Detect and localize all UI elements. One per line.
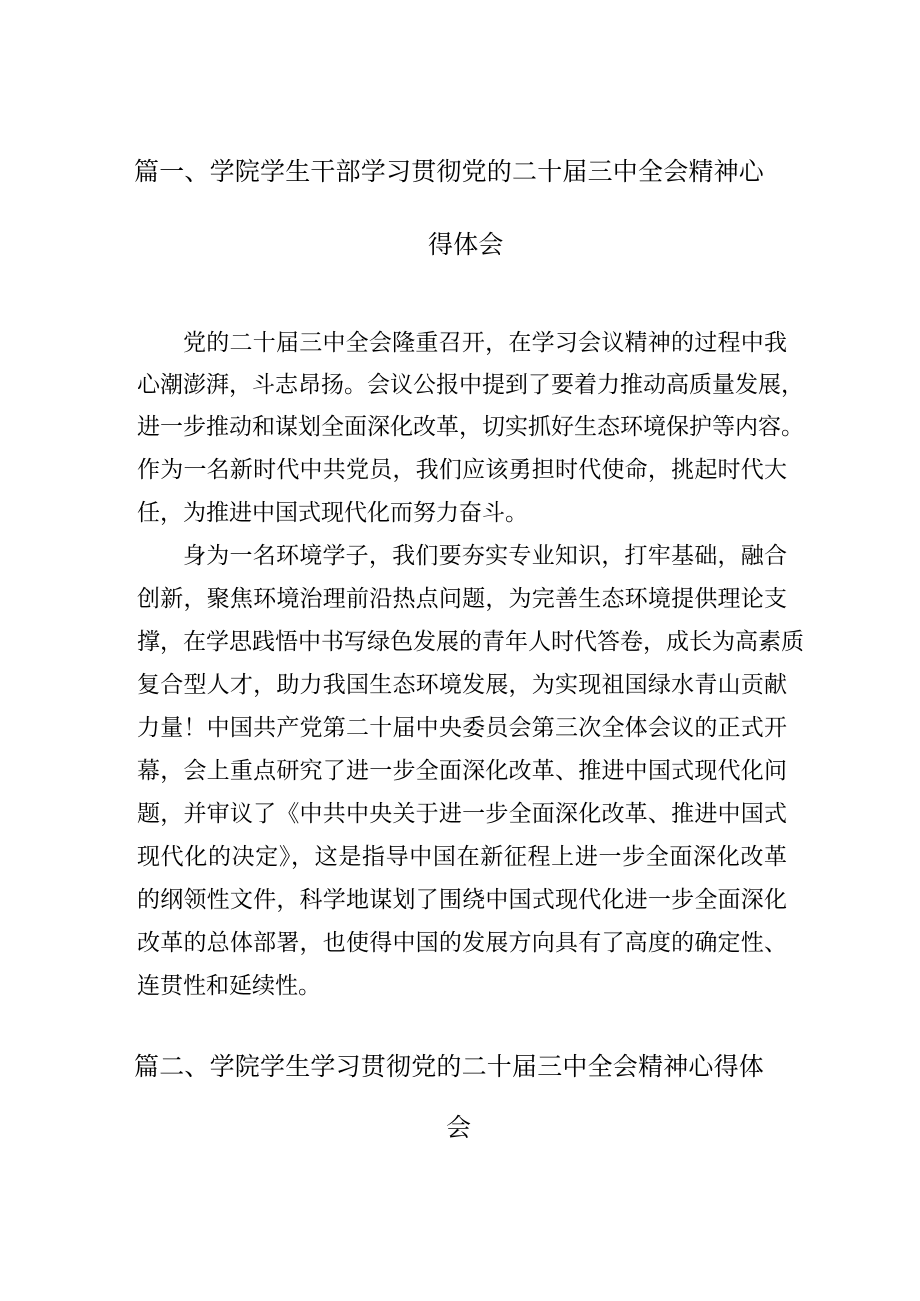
paragraph-line: 的纲领性文件，科学地谋划了围绕中国式现代化进一步全面深化 [137, 887, 787, 913]
paragraph-line: 党的二十届三中全会隆重召开，在学习会议精神的过程中我 [183, 330, 787, 356]
paragraph-line: 撑，在学思践悟中书写绿色发展的青年人时代答卷，成长为高素质 [137, 629, 804, 655]
paragraph-line: 进一步推动和谋划全面深化改革，切实抓好生态环境保护等内容。 [137, 414, 804, 440]
paragraph-line: 题，并审议了《中共中央关于进一步全面深化改革、推进中国式 [137, 801, 787, 827]
paragraph-line: 改革的总体部署，也使得中国的发展方向具有了高度的确定性、 [137, 930, 787, 956]
paragraph-line: 身为一名环境学子，我们要夯实专业知识，打牢基础，融合 [183, 543, 787, 569]
paragraph-line: 创新，聚焦环境治理前沿热点问题，为完善生态环境提供理论支 [137, 586, 787, 612]
paragraph-line: 现代化的决定》，这是指导中国在新征程上进一步全面深化改革 [137, 844, 787, 870]
section-2-title-line-1: 篇二、学院学生学习贯彻党的二十届三中全会精神心得体 [134, 1052, 765, 1081]
paragraph-line: 心潮澎湃，斗志昂扬。会议公报中提到了要着力推动高质量发展， [137, 372, 804, 398]
paragraph-line: 力量！中国共产党第二十届中央委员会第三次全体会议的正式开 [137, 715, 787, 741]
paragraph-line: 作为一名新时代中共党员，我们应该勇担时代使命，挑起时代大 [137, 457, 787, 483]
section-1-title-line-2: 得体会 [428, 230, 504, 259]
section-1-title-line-1: 篇一、学院学生干部学习贯彻党的二十届三中全会精神心 [134, 157, 765, 186]
paragraph-line: 连贯性和延续性。 [137, 973, 321, 999]
paragraph-line: 幕，会上重点研究了进一步全面深化改革、推进中国式现代化问 [137, 758, 787, 784]
paragraph-line: 任，为推进中国式现代化而努力奋斗。 [137, 500, 528, 526]
section-2-title-line-2: 会 [446, 1113, 472, 1142]
paragraph-line: 复合型人才，助力我国生态环境发展，为实现祖国绿水青山贡献 [137, 672, 787, 698]
